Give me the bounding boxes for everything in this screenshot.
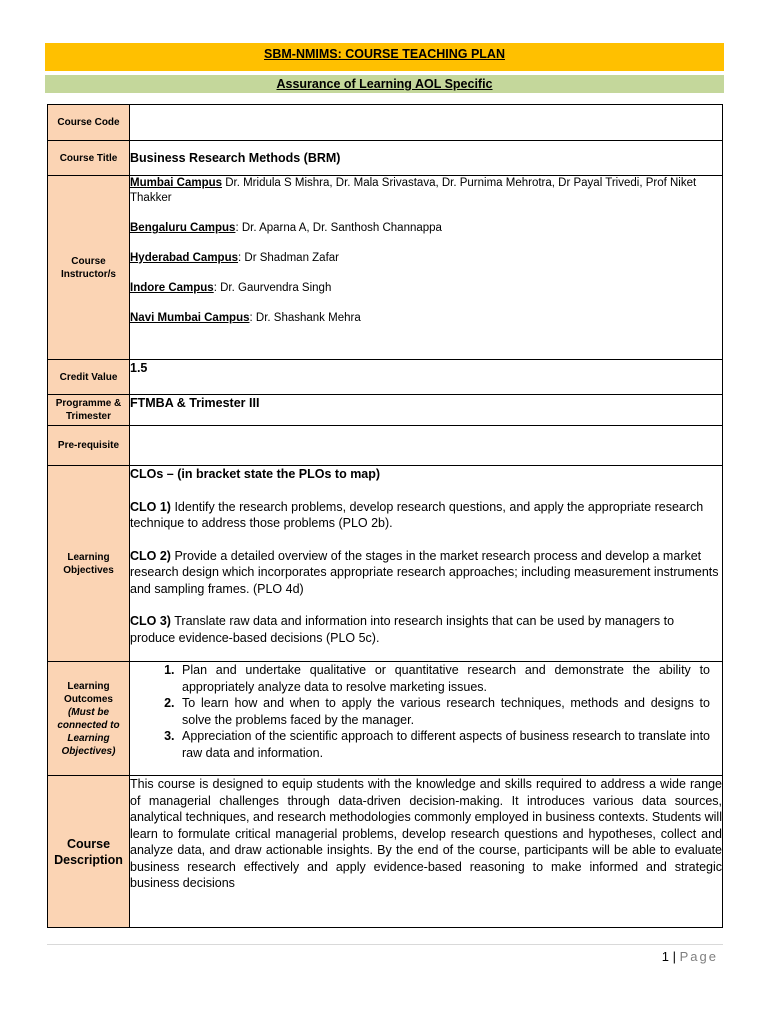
page-number: 1 | Page bbox=[661, 949, 718, 964]
learning-outcomes-value bbox=[130, 662, 723, 776]
prerequisite-label: Pre-requisite bbox=[48, 426, 130, 466]
instructors-value bbox=[130, 176, 723, 360]
instructor-bengaluru: Bengaluru Campus: Dr. Aparna A, Dr. Santhosh Channappa bbox=[130, 222, 442, 234]
instructor-mumbai: Mumbai Campus Dr. Mridula S Mishra, Dr. Mala Srivastava, Dr. Purnima Mehrotra, Dr Payal Trivedi, Prof Niket Thakker bbox=[130, 177, 697, 204]
learning-outcomes-note: (Must be connected to Learning Objectives) bbox=[57, 706, 120, 757]
instructors-label: Course Instructor/s bbox=[48, 176, 130, 360]
outcome-item: 1. Plan and undertake qualitative or quantitative research and demonstrate the ability to appropriately analyze data to resolve marketing issues. bbox=[178, 662, 710, 695]
instructor-indore: Indore Campus: Dr. Gaurvendra Singh bbox=[130, 282, 332, 294]
row-instructors bbox=[48, 176, 723, 360]
course-code-value bbox=[130, 105, 723, 141]
prerequisite-value bbox=[130, 426, 723, 466]
course-description-value: This course is designed to equip students with the knowledge and skills required to address a wide range of managerial challenges through data-driven decision-making. It introduces various data sources, analytical techniques, and research methodologies commonly employed in business contexts. Students will learn to formulate critical managerial problems, develop research questions and hypotheses, collect and analyze data, and draw actionable insights. By the end of the course, participants will be able to evaluate business research effectively and apply evidence-based reasoning to make informed and strategic business decisions bbox=[130, 776, 723, 928]
clo-2: CLO 2) Provide a detailed overview of the stages in the market research process and develop a market research design which incorporates appropriate research approaches; including measurement instruments and sampling frames. (PLO 4d) bbox=[130, 548, 719, 596]
row-prerequisite bbox=[48, 426, 723, 466]
instructor-navi-mumbai: Navi Mumbai Campus: Dr. Shashank Mehra bbox=[130, 312, 361, 324]
row-credit-value bbox=[48, 360, 723, 395]
course-title-value: Business Research Methods (BRM) bbox=[130, 141, 723, 176]
row-learning-outcomes bbox=[48, 662, 723, 776]
clo-3: CLO 3) Translate raw data and information into research insights that can be used by managers to produce evidence-based decisions (PLO 5c). bbox=[130, 614, 675, 645]
learning-objectives-value bbox=[130, 466, 723, 662]
row-learning-objectives bbox=[48, 466, 723, 662]
programme-label: Programme & Trimester bbox=[48, 395, 130, 426]
outcome-item: 3. Appreciation of the scientific approach to different aspects of business research to translate into raw data and information. bbox=[178, 728, 710, 761]
document-title: SBM-NMIMS: COURSE TEACHING PLAN bbox=[45, 43, 724, 71]
course-title-label: Course Title bbox=[48, 141, 130, 176]
learning-outcomes-label: Learning Outcomes (Must be connected to Learning Objectives) bbox=[48, 662, 130, 776]
learning-objectives-label: Learning Objectives bbox=[48, 466, 130, 662]
programme-value: FTMBA & Trimester III bbox=[130, 395, 723, 426]
credit-value-value: 1.5 bbox=[130, 360, 723, 395]
clo-1: CLO 1) Identify the research problems, develop research questions, and apply the appropriate research technique to address those problems (PLO 2b). bbox=[130, 499, 704, 530]
row-course-title bbox=[48, 141, 723, 176]
instructor-hyderabad: Hyderabad Campus: Dr Shadman Zafar bbox=[130, 252, 339, 264]
credit-value-label: Credit Value bbox=[48, 360, 130, 395]
course-plan-table bbox=[47, 104, 723, 928]
clo-heading: CLOs – (in bracket state the PLOs to map) bbox=[130, 467, 381, 481]
footer-divider bbox=[47, 944, 723, 945]
course-code-label: Course Code bbox=[48, 105, 130, 141]
document-subtitle: Assurance of Learning AOL Specific bbox=[45, 75, 724, 93]
outcome-item: 2. To learn how and when to apply the various research techniques, methods and designs to solve the problems faced by the manager. bbox=[178, 695, 710, 728]
row-programme bbox=[48, 395, 723, 426]
row-course-code bbox=[48, 105, 723, 141]
outcomes-list bbox=[130, 662, 710, 761]
row-course-description bbox=[48, 776, 723, 928]
course-description-label: Course Description bbox=[48, 776, 130, 928]
